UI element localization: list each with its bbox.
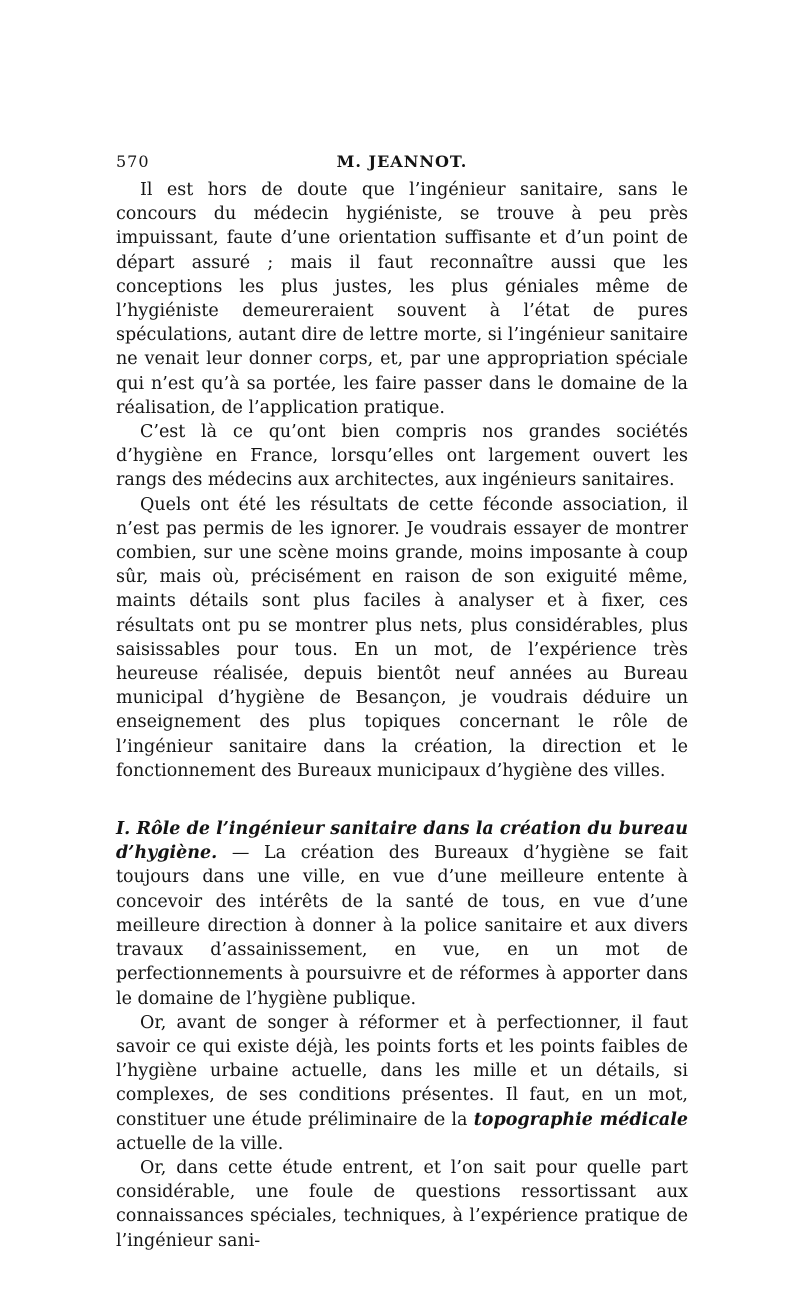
paragraph-text: Or, avant de songer à réformer et à perfectionner, il faut savoir ce qui existe déjà, les points forts et les points faibles de l’hygiène urbaine actuelle, dans les mille et un détails, si complexes, de ses conditions présentes. Il faut, en un mot, constituer une étude préliminaire de la — [116, 1012, 688, 1130]
section-paragraph — [116, 817, 688, 1011]
page-number: 570 — [116, 152, 150, 171]
paragraph: C’est là ce qu’ont bien compris nos grandes sociétés d’hygiène en France, lorsqu’elles ont largement ouvert les rangs des médecins aux architectes, aux ingénieurs sanitaires. — [116, 422, 688, 491]
paragraph-text: actuelle de la ville. — [116, 1133, 284, 1154]
body-text — [116, 178, 688, 1253]
section-dash: — — [217, 843, 265, 864]
paragraph: Or, dans cette étude entrent, et l’on sait pour quelle part considérable, une foule de questions ressortissant aux connaissances spéciales, techniques, à l’expérience pratique de l’ingénieur sani- — [116, 1157, 688, 1251]
running-head: M. JEANNOT. — [336, 152, 468, 171]
paragraph: Quels ont été les résultats de cette féconde association, il n’est pas permis de les ignorer. Je voudrais essayer de montrer combien, sur une scène moins grande, moins imposante à coup sûr, mais où, précisément en raison de son exiguité même, maints détails sont plus faciles à analyser et à fixer, ces résultats ont pu se montrer plus nets, plus considérables, plus saisissables pour tous. En un mot, de l’expérience très heureuse réalisée, depuis bientôt neuf années au Bureau municipal d’hygiène de Besançon, je voudrais déduire un enseignement des plus topiques concernant le rôle de l’ingénieur sanitaire dans la création, la direction et le fonctionnement des Bureaux municipaux d’hygiène des villes. — [116, 494, 688, 781]
section-text: La création des Bureaux d’hygiène se fait toujours dans une ville, en vue d’une meilleure entente à concevoir des intérêts de la santé de tous, en vue d’une meilleure direction à donner à la police sanitaire et aux divers travaux d’assainissement, en vue, en un mot de perfectionnements à poursuivre et de réformes à apporter dans le domaine de l’hygiène publique. — [116, 843, 688, 1009]
emphasis-text: topographie médicale — [473, 1109, 688, 1130]
paragraph — [116, 1011, 688, 1156]
page-header — [116, 152, 688, 174]
section-title: I. Rôle de l’ingénieur sanitaire dans la création du bureau d’hygiène. — [116, 819, 688, 864]
paragraph: Il est hors de doute que l’ingénieur sanitaire, sans le concours du médecin hygiéniste, se trouve à peu près impuissant, faute d’une orientation suffisante et d’un point de départ assuré ; mais il faut reconnaître aussi que les conceptions les plus justes, les plus géniales même de l’hygiéniste demeureraient souvent à l’état de pures spéculations, autant dire de lettre morte, si l’ingénieur sanitaire ne venait leur donner corps, et, par une appropriation spéciale qui n’est qu’à sa portée, les faire passer dans le domaine de la réalisation, de l’application pratique. — [116, 180, 688, 418]
